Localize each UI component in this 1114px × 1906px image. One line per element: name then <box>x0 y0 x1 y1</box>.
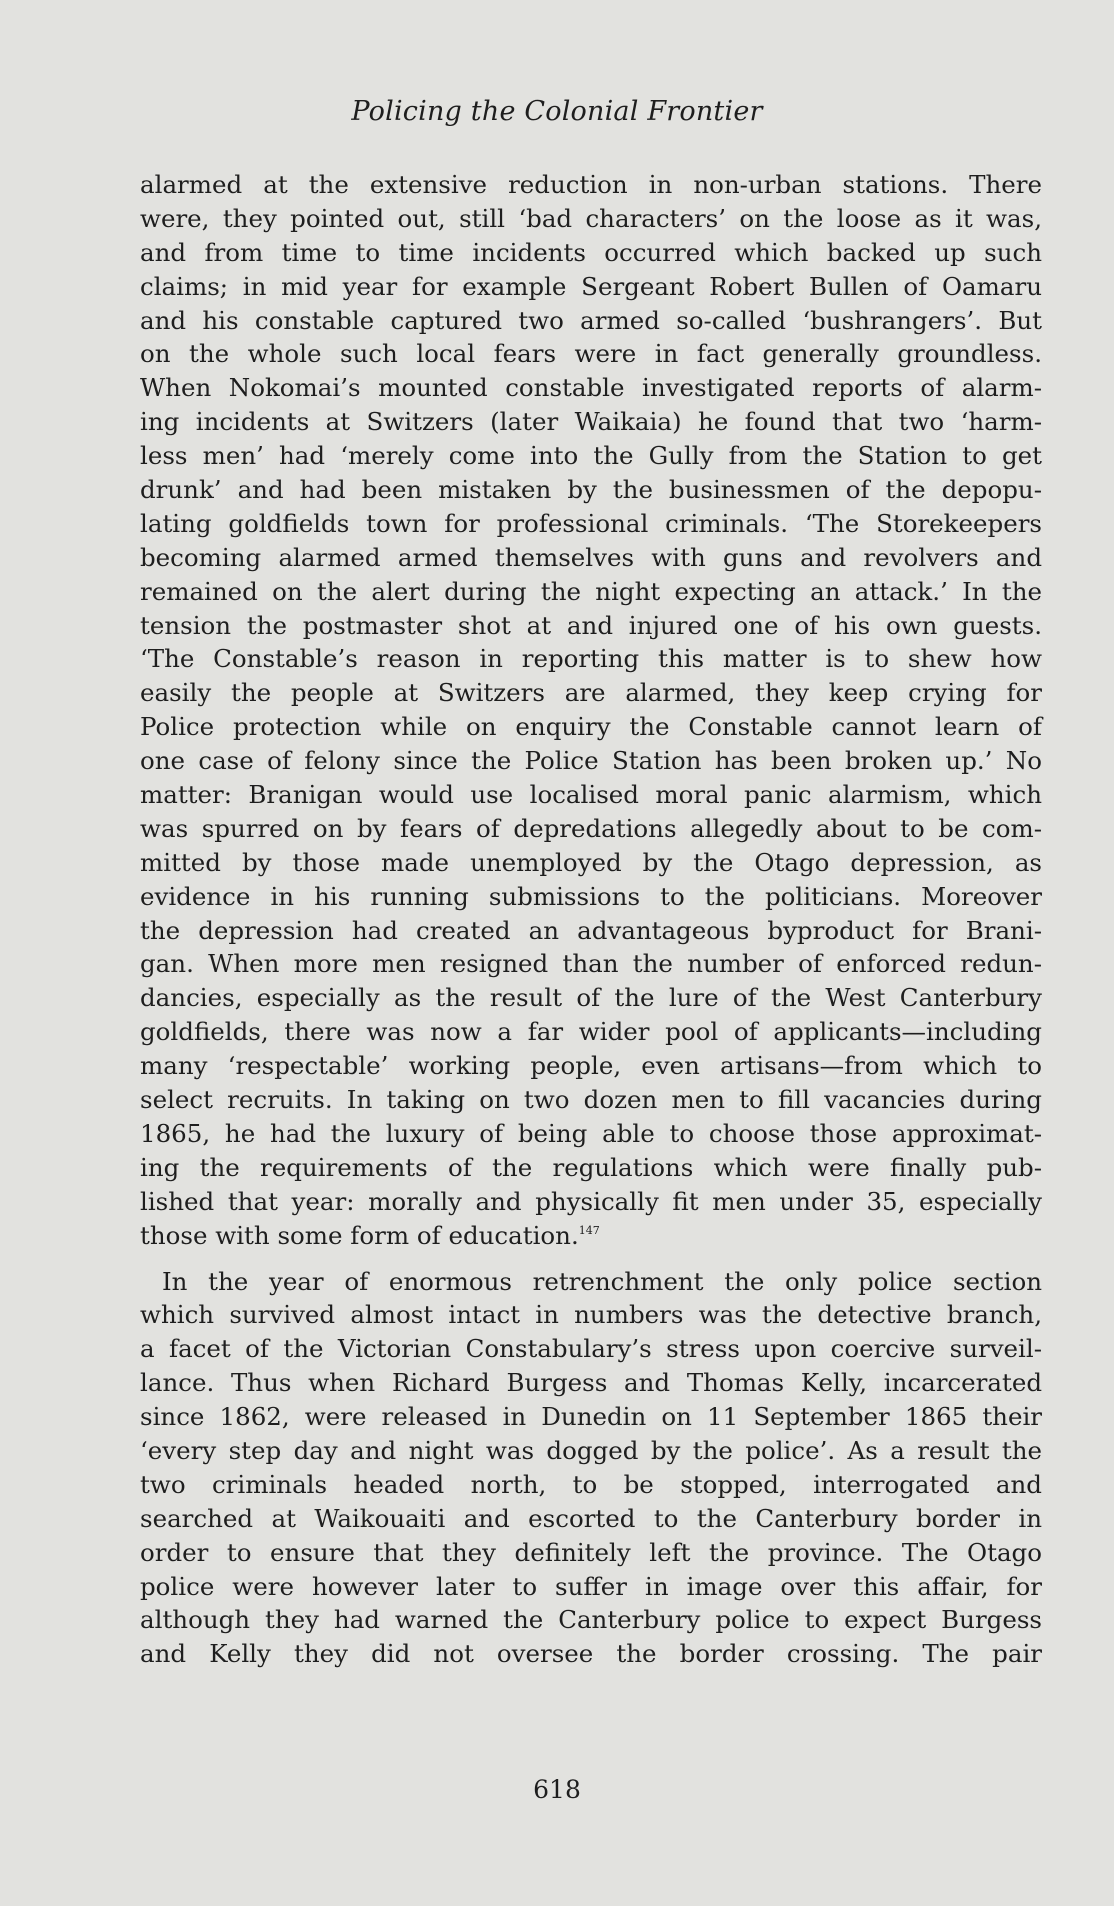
text-line: ‘The Constable’s reason in reporting this matter is to shew how <box>140 644 1042 674</box>
running-head-title: Policing the Colonial Frontier <box>351 96 763 127</box>
paragraph-2 <box>140 1265 1042 1672</box>
text-line: easily the people at Switzers are alarmed, they keep crying for <box>140 678 1042 708</box>
text-line: lance. Thus when Richard Burgess and Thomas Kelly, incarcerated <box>140 1368 1042 1398</box>
text-line: tension the postmaster shot at and injured one of his own guests. <box>140 610 1042 640</box>
paragraph-gap <box>140 1253 1042 1265</box>
text-line: In the year of enormous retrenchment the only police section <box>162 1266 1042 1296</box>
text-line: becoming alarmed armed themselves with guns and revolvers and <box>140 542 1042 572</box>
text-line: goldfields, there was now a far wider pool of applicants—including <box>140 1017 1042 1047</box>
text-line: order to ensure that they definitely left the province. The Otago <box>140 1537 1042 1567</box>
text-line: dancies, especially as the result of the lure of the West Canterbury <box>140 983 1042 1013</box>
text-line-last <box>140 1219 1042 1253</box>
text-line: since 1862, were released in Dunedin on 11 September 1865 their <box>140 1402 1042 1432</box>
page-number: 618 <box>533 1775 581 1804</box>
text-line: one case of felony since the Police Station has been broken up.’ No <box>140 746 1042 776</box>
text-line: a facet of the Victorian Constabulary’s stress upon coercive surveil- <box>140 1334 1042 1364</box>
text-line: less men’ had ‘merely come into the Gully from the Station to get <box>140 441 1042 471</box>
text-line: gan. When more men resigned than the number of enforced redun- <box>140 949 1042 979</box>
text-line: and Kelly they did not oversee the border crossing. The pair <box>140 1639 1042 1669</box>
text-line: searched at Waikouaiti and escorted to the Canterbury border in <box>140 1503 1042 1533</box>
text-line: the depression had created an advantageous byproduct for Brani- <box>140 915 1042 945</box>
text-line: were, they pointed out, still ‘bad characters’ on the loose as it was, <box>140 203 1042 233</box>
text-line: lished that year: morally and physically fit men under 35, especially <box>140 1186 1042 1216</box>
footnote-marker: 147 <box>578 1223 600 1237</box>
last-line-text: those with some form of education. <box>140 1220 579 1250</box>
text-line: When Nokomai’s mounted constable investigated reports of alarm- <box>140 373 1042 403</box>
text-line: and from time to time incidents occurred which backed up such <box>140 237 1042 267</box>
body-text <box>140 168 1042 1671</box>
text-line: lating goldfields town for professional criminals. ‘The Storekeepers <box>140 508 1042 538</box>
text-line: ing the requirements of the regulations which were finally pub- <box>140 1152 1042 1182</box>
text-line: 1865, he had the luxury of being able to choose those approximat- <box>140 1118 1042 1148</box>
text-line: on the whole such local fears were in fact generally groundless. <box>140 339 1042 369</box>
text-line: many ‘respectable’ working people, even artisans—from which to <box>140 1051 1042 1081</box>
text-line: two criminals headed north, to be stopped, interrogated and <box>140 1469 1042 1499</box>
text-line: select recruits. In taking on two dozen men to fill vacancies during <box>140 1085 1042 1115</box>
text-line: evidence in his running submissions to the politicians. Moreover <box>140 881 1042 911</box>
text-line: and his constable captured two armed so-called ‘bushrangers’. But <box>140 305 1042 335</box>
text-line: Police protection while on enquiry the Constable cannot learn of <box>140 712 1042 742</box>
text-line: ing incidents at Switzers (later Waikaia) he found that two ‘harm- <box>140 407 1042 437</box>
text-line: although they had warned the Canterbury police to expect Burgess <box>140 1605 1042 1635</box>
text-line: was spurred on by fears of depredations allegedly about to be com- <box>140 813 1042 843</box>
text-line: claims; in mid year for example Sergeant Robert Bullen of Oamaru <box>140 271 1042 301</box>
paragraph-1 <box>140 168 1042 1253</box>
text-line: ‘every step day and night was dogged by the police’. As a result the <box>140 1435 1042 1465</box>
text-line: matter: Branigan would use localised moral panic alarmism, which <box>140 780 1042 810</box>
text-line: which survived almost intact in numbers was the detective branch, <box>140 1300 1042 1330</box>
text-line: remained on the alert during the night expecting an attack.’ In the <box>140 576 1042 606</box>
text-line: mitted by those made unemployed by the Otago depression, as <box>140 847 1042 877</box>
text-line: police were however later to suffer in image over this affair, for <box>140 1571 1042 1601</box>
text-line: drunk’ and had been mistaken by the businessmen of the depopu- <box>140 475 1042 505</box>
text-line: alarmed at the extensive reduction in non-urban stations. There <box>140 170 1042 199</box>
